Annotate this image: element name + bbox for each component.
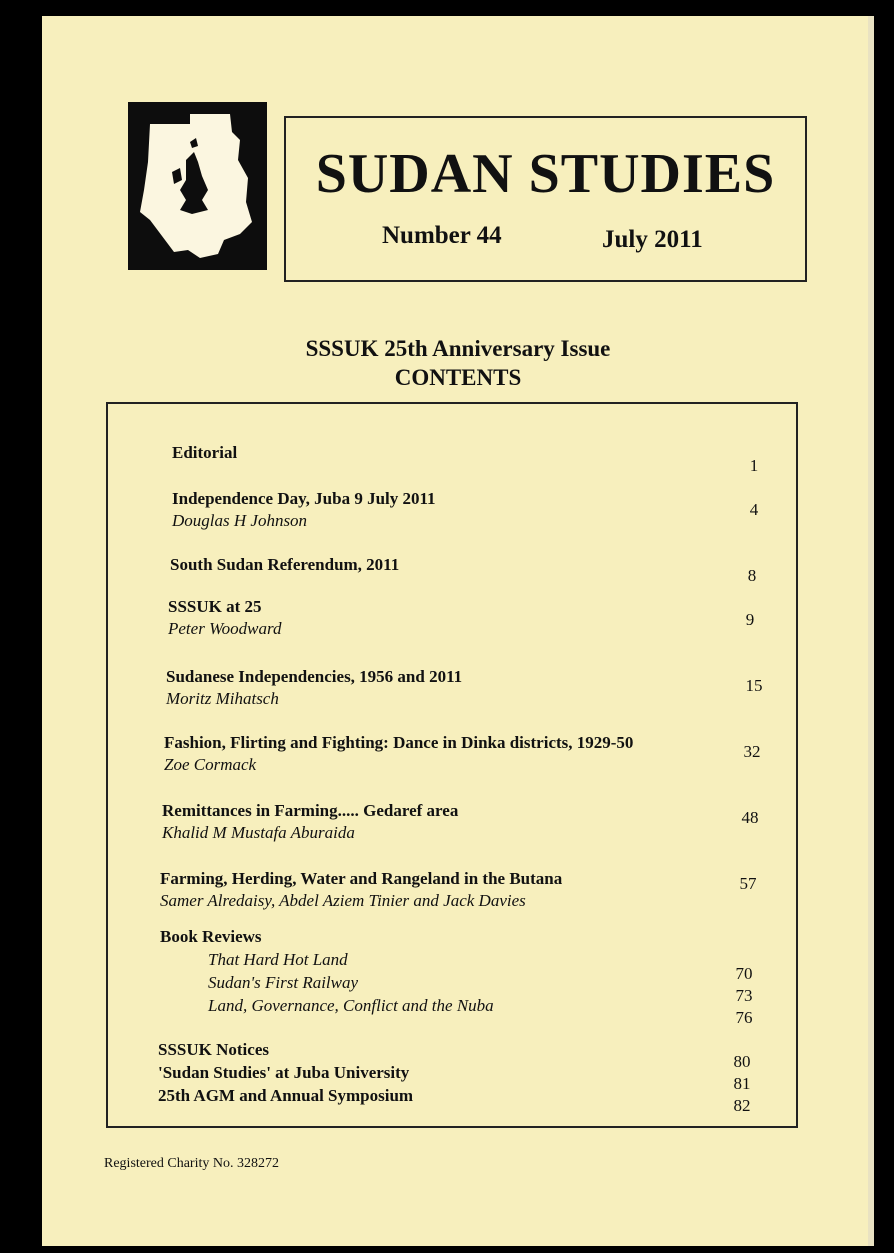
issue-date: July 2011 (602, 226, 703, 253)
entry-title: Remittances in Farming..... Gedaref area (162, 801, 459, 820)
entry-author: Moritz Mihatsch (166, 689, 279, 708)
table-of-contents (106, 402, 798, 1128)
entry-title: Fashion, Flirting and Fighting: Dance in Dinka districts, 1929-50 (164, 733, 634, 752)
toc-entry-editorial (172, 442, 237, 464)
entry-title: Editorial (172, 443, 238, 462)
page-number: 48 (741, 808, 759, 827)
page-number: 32 (743, 742, 761, 761)
notice-item: 25th AGM and Annual Symposium (158, 1086, 414, 1105)
toc-entry-referendum (170, 554, 399, 576)
entry-author: Khalid M Mustafa Aburaida (162, 823, 355, 842)
page-number: 15 (745, 676, 763, 695)
page-number: 80 (733, 1052, 751, 1071)
review-item: Land, Governance, Conflict and the Nuba (208, 996, 494, 1015)
toc-section-book-reviews (160, 926, 494, 1017)
toc-entry-remittances (162, 800, 458, 843)
journal-title: SUDAN STUDIES (315, 143, 776, 205)
toc-entry-sssuk25 (168, 596, 282, 639)
issue-heading (42, 334, 874, 392)
section-heading: Book Reviews (160, 927, 262, 946)
page-number: 81 (733, 1074, 751, 1093)
entry-author: Samer Alredaisy, Abdel Aziem Tinier and Jack Davies (160, 891, 526, 910)
page-number: 57 (739, 874, 757, 893)
sudan-map-logo (128, 102, 267, 270)
page-number: 73 (735, 986, 753, 1005)
page-number: 82 (733, 1096, 751, 1115)
notice-item: SSSUK Notices (158, 1040, 269, 1059)
toc-section-notices (158, 1038, 413, 1107)
page-number: 8 (747, 566, 757, 585)
page-number: 76 (735, 1008, 753, 1027)
entry-title: South Sudan Referendum, 2011 (170, 555, 400, 574)
masthead-box (284, 116, 807, 282)
entry-title: SSSUK at 25 (168, 597, 262, 616)
entry-author: Peter Woodward (168, 619, 282, 638)
toc-entry-independence (172, 488, 436, 531)
entry-title: Farming, Herding, Water and Rangeland in the Butana (160, 869, 563, 888)
journal-cover (42, 16, 874, 1246)
charity-number: Registered Charity No. 328272 (104, 1156, 279, 1171)
toc-entry-farming (160, 868, 562, 911)
entry-title: Sudanese Independencies, 1956 and 2011 (166, 667, 463, 686)
issue-number: Number 44 (382, 222, 502, 249)
toc-entry-fashion (164, 732, 633, 775)
contents-heading: CONTENTS (394, 365, 522, 390)
page-number: 70 (735, 964, 753, 983)
page-number: 4 (749, 500, 759, 519)
notice-item: 'Sudan Studies' at Juba University (158, 1063, 410, 1082)
entry-title: Independence Day, Juba 9 July 2011 (172, 489, 436, 508)
page-number: 1 (749, 456, 759, 475)
entry-author: Douglas H Johnson (172, 511, 308, 530)
review-item: Sudan's First Railway (208, 973, 359, 992)
toc-entry-independencies (166, 666, 462, 709)
map-icon (128, 102, 267, 270)
page-number: 9 (745, 610, 755, 629)
review-item: That Hard Hot Land (208, 950, 348, 969)
entry-author: Zoe Cormack (164, 755, 257, 774)
anniversary-title: SSSUK 25th Anniversary Issue (305, 336, 611, 361)
